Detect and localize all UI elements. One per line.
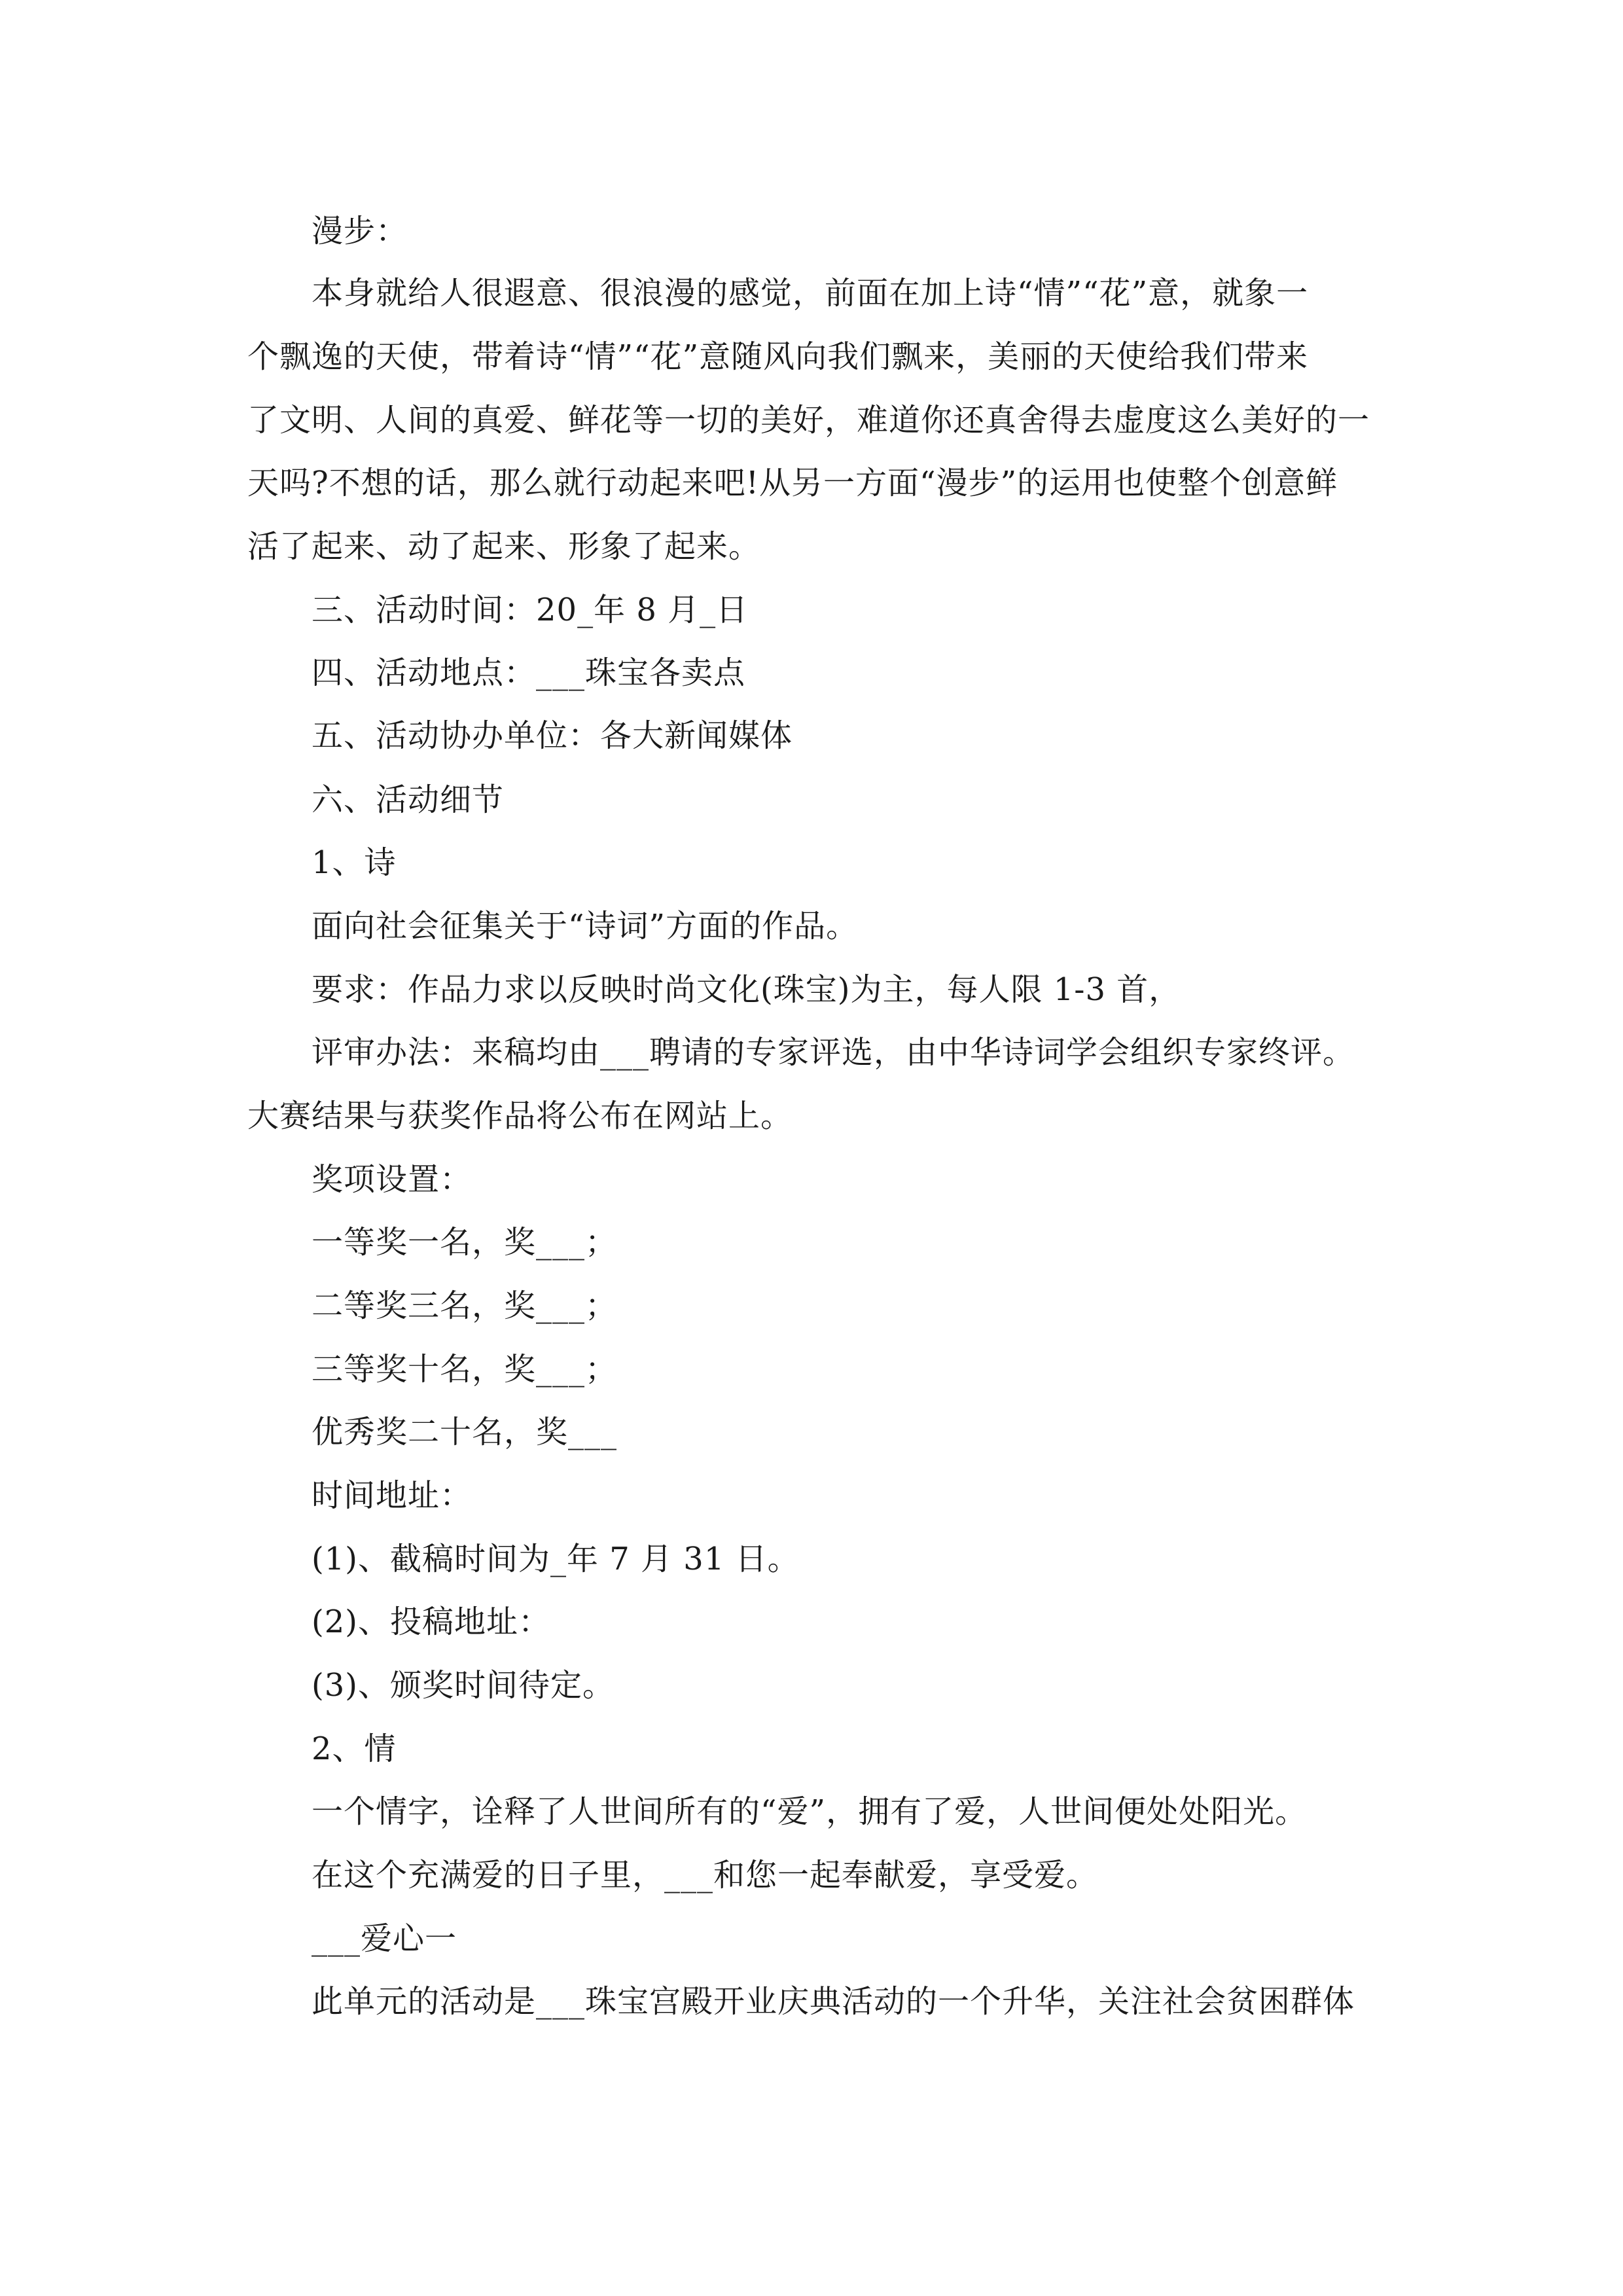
paragraph-line: 个飘逸的天使，带着诗“情”“花”意随风向我们飘来，美丽的天使给我们带来 (247, 338, 1309, 375)
list-item: (1)、截稿时间为_年 7 月 31 日。 (312, 1541, 800, 1577)
paragraph-line: 一个情字，诠释了人世间所有的“爱”，拥有了爱，人世间便处处阳光。 (312, 1793, 1308, 1830)
paragraph-line: 大赛结果与获奖作品将公布在网站上。 (247, 1098, 793, 1134)
paragraph-line: 时间地址： (312, 1477, 473, 1514)
section-heading: 四、活动地点：___珠宝各卖点 (312, 655, 746, 691)
paragraph-line: ___爱心一 (312, 1920, 457, 1957)
section-heading: 五、活动协办单位：各大新闻媒体 (312, 717, 793, 754)
paragraph-line: 漫步： (312, 213, 408, 249)
paragraph-line: 在这个充满爱的日子里，___和您一起奉献爱，享受爱。 (312, 1857, 1099, 1893)
section-heading: 六、活动细节 (312, 781, 505, 818)
paragraph-line: 本身就给人很遐意、很浪漫的感觉，前面在加上诗“情”“花”意，就象一 (312, 275, 1309, 312)
list-item: 一等奖一名，奖___； (312, 1224, 618, 1261)
paragraph-line: 面向社会征集关于“诗词”方面的作品。 (312, 908, 859, 944)
paragraph-line: 天吗?不想的话，那么就行动起来吧!从另一方面“漫步”的运用也使整个创意鲜 (247, 465, 1338, 501)
list-item: 三等奖十名，奖___； (312, 1351, 618, 1388)
paragraph-line: 此单元的活动是___珠宝宫殿开业庆典活动的一个升华，关注社会贫困群体 (312, 1983, 1355, 2020)
paragraph-line: 了文明、人间的真爱、鲜花等一切的美好，难道你还真舍得去虚度这么美好的一 (247, 402, 1370, 439)
subsection-heading: 2、情 (312, 1731, 397, 1767)
section-heading: 三、活动时间：20_年 8 月_日 (312, 592, 749, 628)
list-item: 二等奖三名，奖___； (312, 1287, 618, 1324)
paragraph-line: 评审办法：来稿均由___聘请的专家评选，由中华诗词学会组织专家终评。 (312, 1034, 1355, 1071)
paragraph-line: 活了起来、动了起来、形象了起来。 (247, 528, 761, 565)
list-item: 优秀奖二十名，奖___ (312, 1414, 618, 1450)
subsection-heading: 1、诗 (312, 844, 397, 881)
paragraph-line: 奖项设置： (312, 1161, 473, 1198)
list-item: (3)、颁奖时间待定。 (312, 1667, 615, 1704)
paragraph-line: 要求：作品力求以反映时尚文化(珠宝)为主，每人限 1-3 首， (312, 971, 1181, 1008)
list-item: (2)、投稿地址： (312, 1604, 550, 1640)
